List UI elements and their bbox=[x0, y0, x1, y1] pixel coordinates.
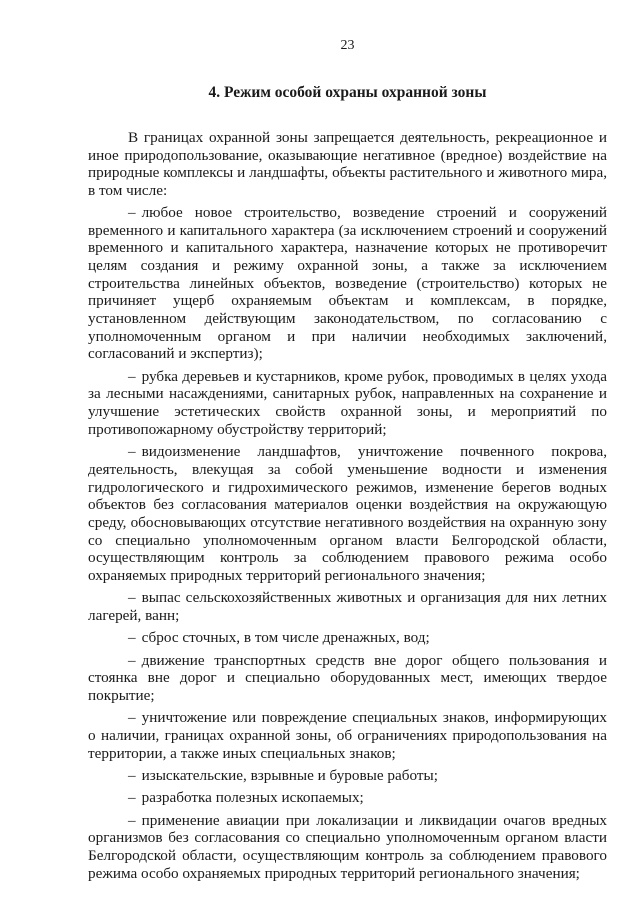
dash-marker: – bbox=[128, 811, 136, 829]
list-item-text: сброс сточных, в том числе дренажных, вод; bbox=[141, 629, 430, 647]
dash-marker: – bbox=[128, 651, 136, 669]
list-item-text: рубка деревьев и кустарников, кроме рубок, проводимых в целях ухода за лесными насаждениями, санитарных рубок, направленных на сохранение и улучшение эстетических свойств охранной зоны, и мероприятий по противопожарному обустройству территорий; bbox=[88, 367, 607, 438]
list-item-text: применение авиации при локализации и ликвидации очагов вредных организмов без согласования со специально уполномоченным органом власти Белгородской области, осуществляющим контроль за соблюдением правового режима особо охраняемых природных территорий регионального значения; bbox=[88, 811, 607, 882]
list-item bbox=[88, 629, 607, 647]
dash-marker: – bbox=[128, 443, 136, 461]
list-item bbox=[88, 443, 607, 585]
list-item-text: движение транспортных средств вне дорог общего пользования и стоянка вне дорог и специально оборудованных мест, имеющих твердое покрытие; bbox=[88, 651, 607, 705]
dash-marker: – bbox=[128, 709, 136, 727]
list-item bbox=[88, 589, 607, 624]
list-item bbox=[88, 709, 607, 762]
list-item-text: изыскательские, взрывные и буровые работы; bbox=[141, 767, 438, 785]
dash-marker: – bbox=[128, 367, 136, 385]
list-item bbox=[88, 652, 607, 705]
intro-paragraph: В границах охранной зоны запрещается деятельность, рекреационное и иное природопользование, оказывающие негативное (вредное) воздействие на природные комплексы и ландшафты, объекты растительного и животного мира, в том числе: bbox=[88, 129, 607, 200]
page-number: 23 bbox=[340, 38, 355, 53]
section-title: 4. Режим особой охраны охранной зоны bbox=[208, 84, 487, 101]
list-item-text: разработка полезных ископаемых; bbox=[141, 789, 364, 807]
list-item bbox=[88, 368, 607, 439]
dash-marker: – bbox=[128, 629, 136, 647]
list-item-text: выпас сельскохозяйственных животных и организация для них летних лагерей, ванн; bbox=[88, 589, 607, 625]
list-item bbox=[88, 789, 607, 807]
dash-marker: – bbox=[128, 767, 136, 785]
dash-marker: – bbox=[128, 589, 136, 607]
list-item-text: уничтожение или повреждение специальных знаков, информирующих о наличии, границах охранной зоны, об ограничениях природопользования на территории, а также иных специальных знаков; bbox=[88, 709, 607, 762]
list-item-text: видоизменение ландшафтов, уничтожение почвенного покрова, деятельность, влекущая за собой уменьшение водности и изменения гидрологического и гидрохимического режимов, изменение берегов водных объектов без согласования материалов оценки воздействия на окружающую среду, обосновывающих отсутствие негативного воздействия на охранную зону со специально уполномоченным органом власти Белгородской области, осуществляющим контроль за соблюдением правового режима особо охраняемых природных территорий регионального значения; bbox=[88, 443, 607, 585]
prohibition-list bbox=[88, 204, 607, 883]
list-item-text: любое новое строительство, возведение строений и сооружений временного и капитального характера (за исключением строений и сооружений временного и капитального характера, назначение которых не противоречит целям создания и режиму охранной зоны, а также за исключением строительства линейных объектов, возведение (строительство) которых не причиняет ущерб охраняемым объектам и комплексам, в порядке, установленном действующим законодательством, по согласованию с уполномоченным органом и при наличии необходимых заключений, согласований и экспертиз); bbox=[88, 203, 607, 363]
list-item bbox=[88, 767, 607, 785]
dash-marker: – bbox=[128, 203, 136, 221]
list-item bbox=[88, 204, 607, 363]
list-item bbox=[88, 812, 607, 883]
dash-marker: – bbox=[128, 789, 136, 807]
